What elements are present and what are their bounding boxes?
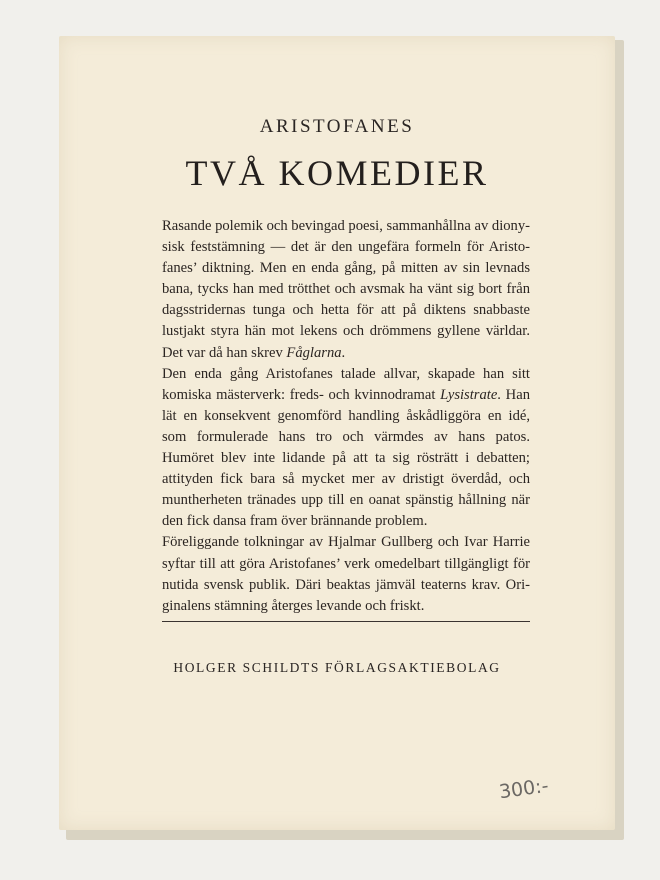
- book-back-cover: [59, 36, 615, 830]
- author-name: ARISTOFANES: [259, 116, 415, 137]
- text-run: Den enda gång Aristofanes talade allvar, skapade han sitt komiska mästerverk: freds- och kvinnodramat: [162, 365, 530, 403]
- blurb-paragraph: [162, 216, 530, 364]
- italic-title: Lysistrate: [440, 386, 498, 403]
- pencil-price-note: 300:-: [497, 774, 550, 804]
- blurb-paragraph: [162, 364, 530, 533]
- text-run: Föreliggande tolkningar av Hjalmar Gullberg och Ivar Harrie syftar till att göra Aristofanes’ verk omedelbart tillgängligt för nutida svensk publik. Däri beaktas jämväl teaterns krav. Originalens stämning återges levande och friskt.: [162, 534, 530, 614]
- publisher-name: HOLGER SCHILDTS FÖRLAGSAKTIEBOLAG: [173, 660, 501, 675]
- book-title: TVÅ KOMEDIER: [185, 153, 489, 193]
- text-run: .: [341, 344, 346, 361]
- text-run: Rasande polemik och bevingad poesi, sammanhållna av dionysisk feststämning — det är den ungefära formeln för Aristofanes’ diktning. Men en enda gång, på mitten av sin levnads bana, tycks han med trötthet och avsmak ha vänt sig bort från dagsstridernas tunga och hetta för att på diktens snabbaste lustjakt styra hän mot lekens och drömmens gyllene världar. Det var då han skrev: [162, 218, 531, 361]
- divider-rule: [162, 621, 530, 622]
- blurb-paragraph: [162, 532, 530, 616]
- text-run: . Han lät en konsekvent genomförd handling åskådliggöra en idé, som formulerade hans tro och värmdes av hans patos. Humöret blev inte lidande på att ta sig rösträtt i debatten; attityden fick bara så mycket mer av dristigt överdåd, och muntherheten tränades upp till en oanat spänstig hållning när den fick dansa fram över brännande problem.: [162, 386, 530, 530]
- italic-title: Fåglarna: [286, 344, 342, 361]
- blurb-text: [162, 216, 530, 617]
